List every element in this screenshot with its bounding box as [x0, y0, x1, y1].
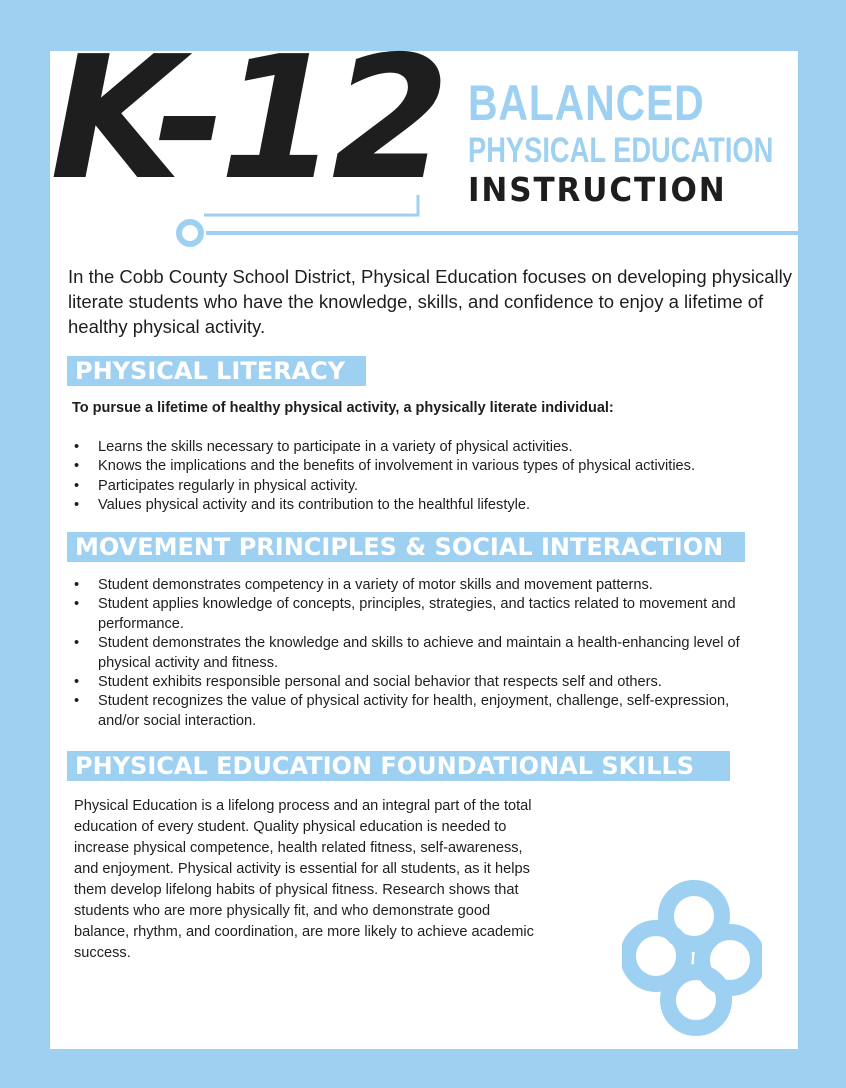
list-item: • Student demonstrates the knowledge and skills to achieve and maintain a health-enhancing level of physical activity and fitness.: [72, 634, 752, 673]
list-item: • Learns the skills necessary to participate in a variety of physical activities.: [72, 438, 772, 457]
foundational-skills-paragraph: Physical Education is a lifelong process and an integral part of the total education of every student. Quality physical education is needed to increase physical competence, health related fitness, self-awareness, and enjoyment. Physical activity is essential for all students, as it helps them develop lifelong habits of physical fitness. Research shows that students who are more physically fit, and who demonstrate good balance, rhythm, and coordination, are more likely to achieve academic success.: [74, 798, 534, 961]
k12-title: K-12: [50, 20, 444, 218]
list-item: • Student demonstrates competency in a variety of motor skills and movement patterns.: [72, 576, 752, 595]
physical-literacy-list: [72, 438, 772, 516]
list-item: • Participates regularly in physical activity.: [72, 477, 772, 496]
intro-paragraph: In the Cobb County School District, Physical Education focuses on developing physically literate students who have the knowledge, skills, and confidence to enjoy a lifetime of healthy physical activity.: [68, 266, 792, 337]
physical-literacy-heading: PHYSICAL LITERACY: [67, 356, 366, 386]
list-item: • Values physical activity and its contribution to the healthful lifestyle.: [72, 496, 772, 515]
list-item: • Student recognizes the value of physical activity for health, enjoyment, challenge, self-expression, and/or social interaction.: [72, 692, 752, 731]
list-item: • Student applies knowledge of concepts, principles, strategies, and tactics related to movement and performance.: [72, 595, 752, 634]
title-physical-education: PHYSICAL EDUCATION: [468, 131, 774, 170]
movement-principles-heading: MOVEMENT PRINCIPLES & SOCIAL INTERACTION: [67, 532, 745, 562]
connector-line-decoration: [0, 0, 846, 260]
list-item: • Knows the implications and the benefits of involvement in various types of physical activities.: [72, 457, 772, 476]
title-balanced: BALANCED: [468, 75, 705, 131]
movement-principles-list: [72, 576, 752, 731]
physical-literacy-lead: To pursue a lifetime of healthy physical activity, a physically literate individual:: [72, 400, 614, 416]
list-item: • Student exhibits responsible personal and social behavior that respects self and others.: [72, 673, 752, 692]
interlocking-rings-logo-icon: [622, 878, 762, 1038]
foundational-skills-heading: PHYSICAL EDUCATION FOUNDATIONAL SKILLS: [67, 751, 730, 781]
title-instruction: INSTRUCTION: [468, 170, 727, 209]
